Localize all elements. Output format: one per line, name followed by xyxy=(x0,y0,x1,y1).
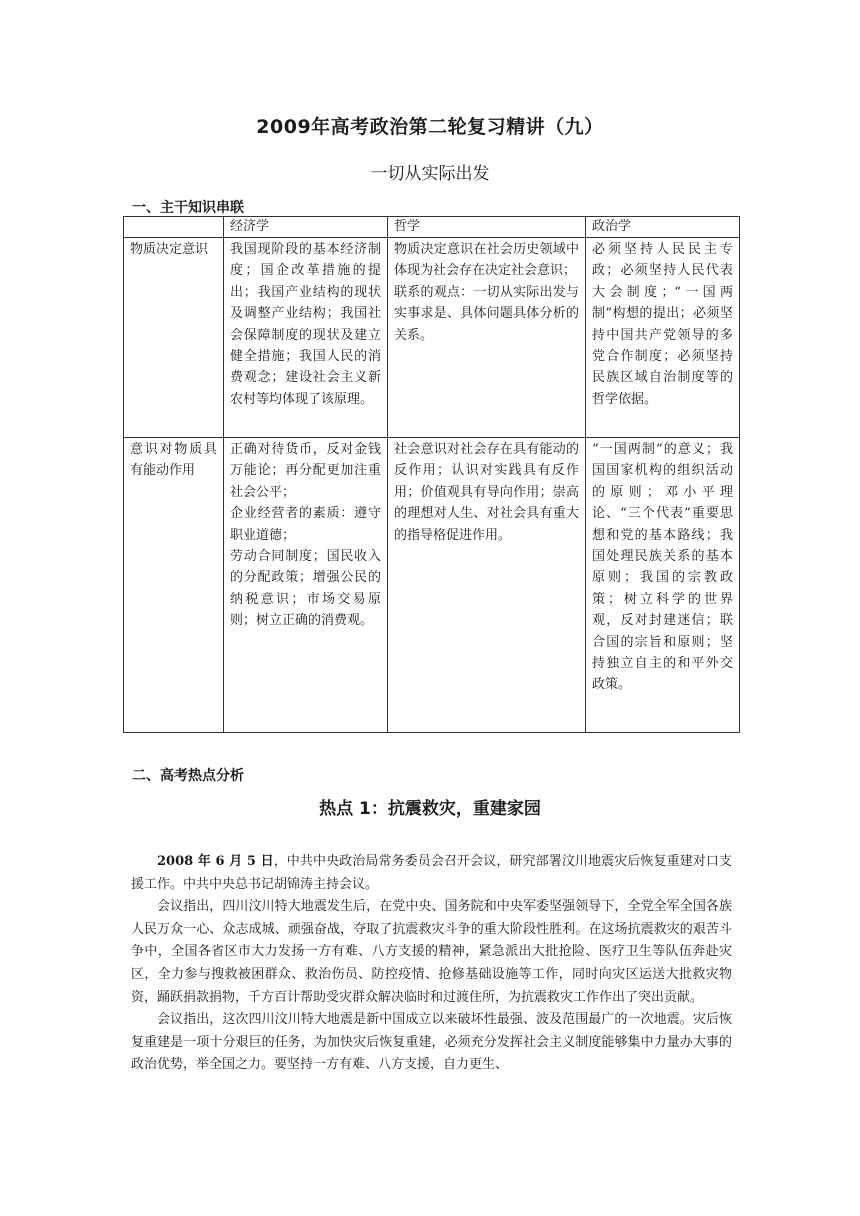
row-label-cell: 意识对物质具有能动作用 xyxy=(124,438,224,733)
philosophy-line: 社会意识对社会存在具有能动的反作用；认识对实践具有反作用；价值观具有导向作用；崇高的理想对人生、对社会具有重大的指导格促进作用。 xyxy=(394,442,579,543)
philosophy-line: 物质决定意识在社会历史领域中体现为社会存在决定社会意识； xyxy=(394,242,579,279)
table-header-cell: 政治学 xyxy=(586,217,740,238)
table-header-cell xyxy=(124,217,224,238)
table-row xyxy=(124,238,740,438)
economics-cell xyxy=(224,438,388,733)
section1-heading: 一、主干知识串联 xyxy=(132,200,244,216)
philosophy-cell xyxy=(388,238,586,438)
paragraph: 会议指出，四川汶川特大地震发生后，在党中央、国务院和中央军委坚强领导下，全党全军全国各族人民万众一心、众志成城、顽强奋战，夺取了抗震救灾斗争的重大阶段性胜利。在这场抗震救灾的艰苦斗争中，全国各省区市大力发扬一方有难、八方支援的精神，紧急派出大批抢险、医疗卫生等队伍奔赴灾区，全力参与搜救被困群众、救治伤员、防控疫情、抢修基础设施等工作，同时向灾区运送大批救灾物资，踊跃捐款捐物，千方百计帮助受灾群众解决临时和过渡住所，为抗震救灾工作作出了突出贡献。 xyxy=(131,899,732,1005)
paragraph: 会议指出，这次四川汶川特大地震是新中国成立以来破坏性最强、波及范围最广的一次地震。灾后恢复重建是一项十分艰巨的任务，为加快灾后恢复重建，必须充分发挥社会主义制度能够集中力量办大事的政治优势，举全国之力。要坚持一方有难、八方支援，自力更生、 xyxy=(131,1012,732,1073)
knowledge-table xyxy=(123,216,740,733)
economics-line: 劳动合同制度；国民收入的分配政策；增强公民的纳税意识；市场交易原则；树立正确的消费观。 xyxy=(230,549,381,629)
row-label-cell: 物质决定意识 xyxy=(124,238,224,438)
table-header-row xyxy=(124,217,740,238)
philosophy-cell xyxy=(388,438,586,733)
paragraph-date: 2008 年 6 月 5 日 xyxy=(157,854,274,869)
article-body xyxy=(131,851,732,1077)
politics-cell: 必须坚持人民民主专政；必须坚持人民代表大会制度；“一国两制”构想的提出；必须坚持中国共产党领导的多党合作制度；必须坚持民族区域自治制度等的哲学依据。 xyxy=(586,238,740,438)
paragraph-text: ，中共中央政治局常务委员会召开会议，研究部署汶川地震灾后恢复重建对口支援工作。中共中央总书记胡锦涛主持会议。 xyxy=(131,854,732,892)
table-header-cell: 哲学 xyxy=(388,217,586,238)
politics-cell: “一国两制”的意义；我国国家机构的组织活动的原则；邓小平理论、“三个代表”重要思想和党的基本路线；我国处理民族关系的基本原则；我国的宗教政策；树立科学的世界观，反对封建迷信；联合国的宗旨和原则；坚持独立自主的和平外交政策。 xyxy=(586,438,740,733)
philosophy-line: 联系的观点：一切从实际出发与实事求是、具体问题具体分析的关系。 xyxy=(394,284,579,343)
economics-cell: 我国现阶段的基本经济制度；国企改革措施的提出；我国产业结构的现状及调整产业结构；我国社会保障制度的现状及建立健全措施；我国人民的消费观念；建设社会主义新农村等均体现了该原理。 xyxy=(224,238,388,438)
table-row xyxy=(124,438,740,733)
section2-heading: 二、高考热点分析 xyxy=(132,768,244,784)
document-title: 2009年高考政治第二轮复习精讲（九） xyxy=(256,116,604,138)
document-subtitle: 一切从实际出发 xyxy=(370,164,490,184)
economics-line: 正确对待货币，反对金钱万能论；再分配更加注重社会公平； xyxy=(230,442,381,500)
paragraph xyxy=(131,851,732,896)
hotspot-title: 热点 1：抗震救灾，重建家园 xyxy=(319,799,541,819)
economics-line: 企业经营者的素质：遵守职业道德； xyxy=(230,506,381,543)
table-header-cell: 经济学 xyxy=(224,217,388,238)
